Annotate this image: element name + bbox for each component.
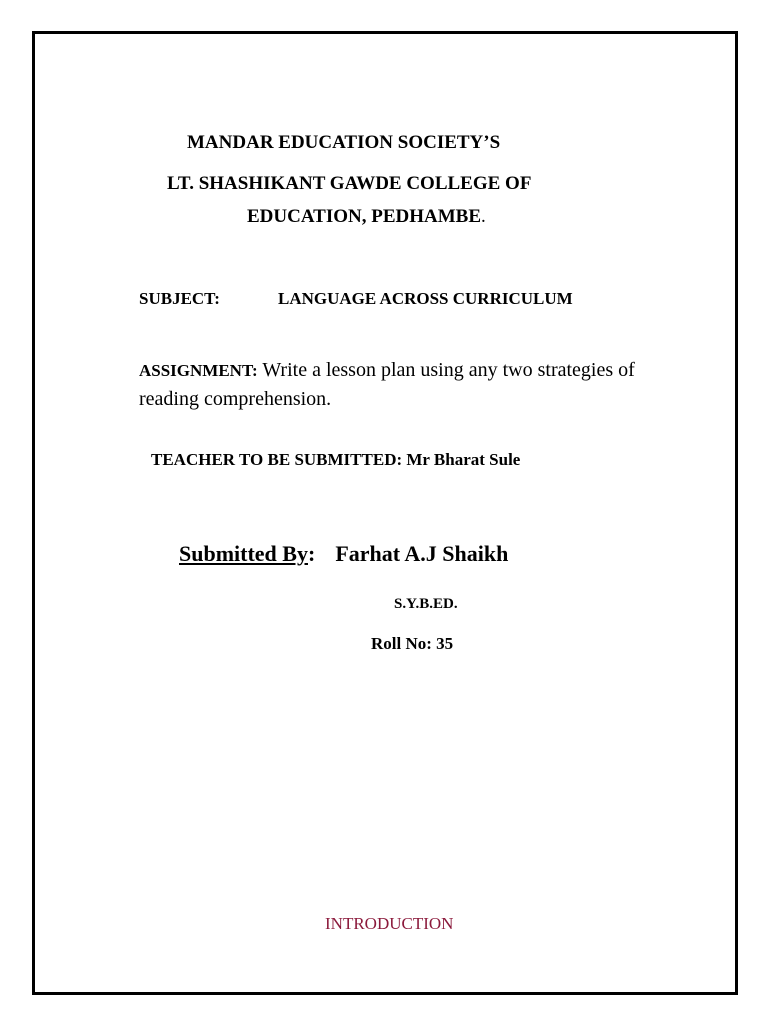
- subject-label: SUBJECT:: [139, 289, 220, 308]
- assignment-label: ASSIGNMENT:: [139, 361, 258, 380]
- college-name-line-2-text: EDUCATION, PEDHAMBE: [247, 206, 481, 227]
- college-name-period: .: [481, 206, 486, 227]
- student-name: Farhat A.J Shaikh: [335, 541, 509, 566]
- subject-value: LANGUAGE ACROSS CURRICULUM: [278, 289, 573, 308]
- teacher-label: TEACHER TO BE SUBMITTED:: [151, 450, 403, 469]
- teacher-line: [151, 451, 520, 468]
- roll-number: Roll No: 35: [371, 634, 454, 653]
- introduction-heading: INTRODUCTION: [325, 914, 454, 933]
- college-name-line-2: [247, 207, 486, 226]
- submitted-by-label: Submitted By: [179, 541, 308, 566]
- assignment-block: [139, 356, 639, 413]
- teacher-name: Mr Bharat Sule: [406, 450, 521, 469]
- student-class: S.Y.B.ED.: [394, 596, 458, 612]
- society-name: MANDAR EDUCATION SOCIETY’S: [187, 132, 501, 153]
- submitted-by-line: [179, 543, 508, 565]
- submitted-by-colon: :: [307, 541, 316, 566]
- assignment-text: Write a lesson plan using any two strategies of reading comprehension.: [139, 359, 635, 410]
- college-name-line-1: LT. SHASHIKANT GAWDE COLLEGE OF: [167, 173, 532, 194]
